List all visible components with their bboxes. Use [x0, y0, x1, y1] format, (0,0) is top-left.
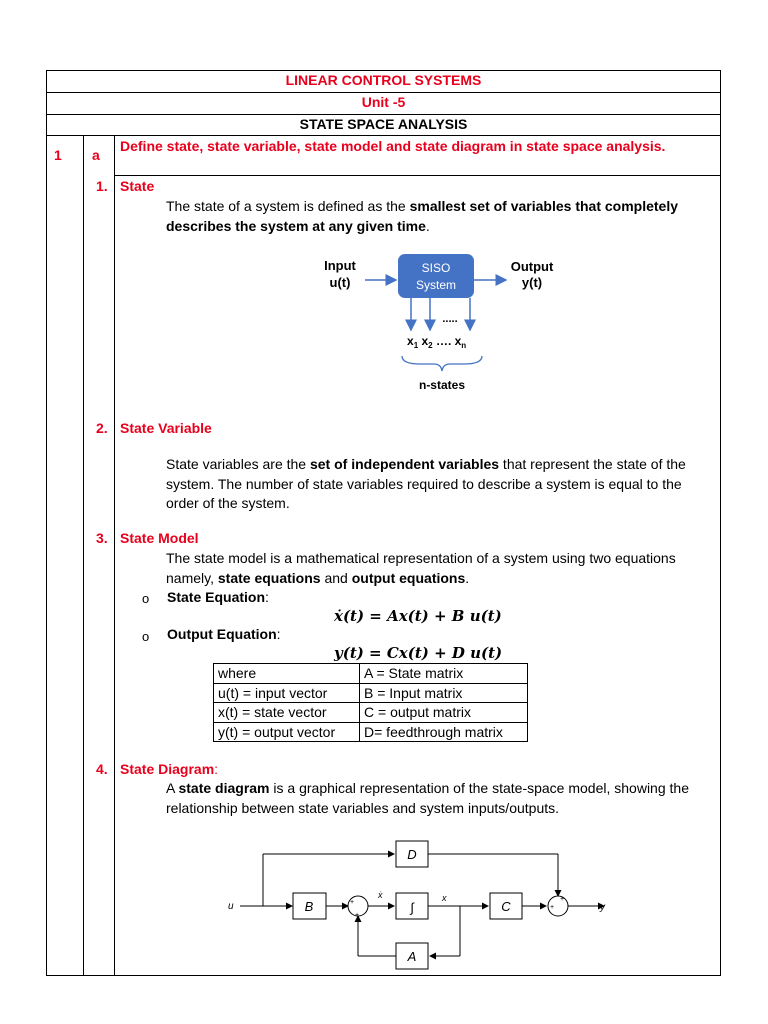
- input-u-label: u: [228, 901, 234, 912]
- state-equation: ẋ(t) = Ax(t) + B u(t): [334, 607, 502, 625]
- row-divider: [46, 70, 721, 71]
- output-equation: y(t) = Cx(t) + D u(t): [334, 644, 503, 662]
- block-b-label: B: [304, 899, 314, 914]
- sum-plus: +: [350, 899, 355, 906]
- x-label: x: [442, 893, 447, 903]
- table-cell: A = State matrix: [360, 664, 528, 684]
- table-row: [214, 683, 528, 703]
- siso-block-line1: SISO: [421, 261, 451, 275]
- col-divider: [720, 70, 721, 976]
- state-space-block-diagram: [220, 835, 620, 970]
- table-row: [214, 703, 528, 723]
- row-divider: [46, 92, 721, 93]
- row-divider: [46, 114, 721, 115]
- siso-states-label: n-states: [418, 378, 466, 392]
- question-part: a: [92, 147, 100, 163]
- topic-heading: STATE SPACE ANALYSIS: [299, 116, 468, 132]
- table-row: [214, 664, 528, 684]
- section-state-variable-text: State variables are the set of independent variables that represent the state of the system. The number of state variables required to describe a system is equal to the order of the system.: [166, 456, 686, 511]
- block-a-label: A: [407, 949, 417, 964]
- section-state-diagram-title: 4. State Diagram:: [96, 761, 219, 777]
- section-state-model-text: The state model is a mathematical representation of a system using two equations namely, state equations and output equations.: [166, 550, 676, 586]
- table-cell: B = Input matrix: [360, 683, 528, 703]
- sum-plus: +: [560, 896, 565, 903]
- section-state-title: 1. State: [96, 178, 155, 194]
- sum-plus: +: [355, 912, 360, 919]
- table-cell: y(t) = output vector: [214, 722, 360, 742]
- siso-dots: .....: [442, 313, 458, 325]
- siso-block-line2: System: [415, 278, 457, 292]
- block-d-label: D: [407, 847, 417, 862]
- bullet: o: [142, 629, 150, 644]
- states-brace: [402, 356, 482, 371]
- siso-diagram: [310, 250, 570, 400]
- siso-output-label: Output: [510, 259, 554, 274]
- col-divider: [114, 135, 115, 976]
- siso-input-label: Input: [324, 258, 356, 273]
- question-text: Define state, state variable, state model and state diagram in state space analysis.: [120, 138, 666, 154]
- table-cell: u(t) = input vector: [214, 683, 360, 703]
- siso-output-signal: y(t): [521, 275, 543, 290]
- section-state-variable-title: 2. State Variable: [96, 420, 212, 436]
- table-cell: where: [214, 664, 360, 684]
- unit-label: Unit -5: [361, 94, 406, 110]
- section-state-model-title: 3. State Model: [96, 530, 199, 546]
- sum-plus: +: [550, 904, 555, 911]
- col-divider: [46, 70, 47, 976]
- row-divider: [114, 175, 721, 176]
- output-y-label: y: [600, 902, 605, 913]
- integrator-label: ∫: [410, 900, 414, 915]
- section-state-text: The state of a system is defined as the smallest set of variables that completely describes the system at any given time.: [166, 198, 679, 234]
- doc-title: LINEAR CONTROL SYSTEMS: [285, 72, 482, 88]
- section-state-diagram-text: A state diagram is a graphical representation of the state-space model, showing the relationship between state variables and system inputs/outputs.: [166, 780, 689, 816]
- state-equation-label: State Equation:: [167, 589, 269, 605]
- siso-input-signal: u(t): [329, 275, 351, 290]
- xdot-label: ẋ: [378, 890, 383, 900]
- table-cell: x(t) = state vector: [214, 703, 360, 723]
- block-c-label: C: [501, 899, 511, 914]
- table-cell: D= feedthrough matrix: [360, 722, 528, 742]
- table-row: [214, 722, 528, 742]
- bullet: o: [142, 591, 150, 606]
- question-number: 1: [54, 147, 62, 163]
- matrix-definitions-table: [213, 663, 528, 742]
- col-divider: [83, 135, 84, 976]
- table-cell: C = output matrix: [360, 703, 528, 723]
- row-divider: [46, 975, 721, 976]
- state-vars-label: $x_1$ $x_2$ …. $x_n$: [407, 334, 467, 350]
- output-equation-label: Output Equation:: [167, 626, 281, 642]
